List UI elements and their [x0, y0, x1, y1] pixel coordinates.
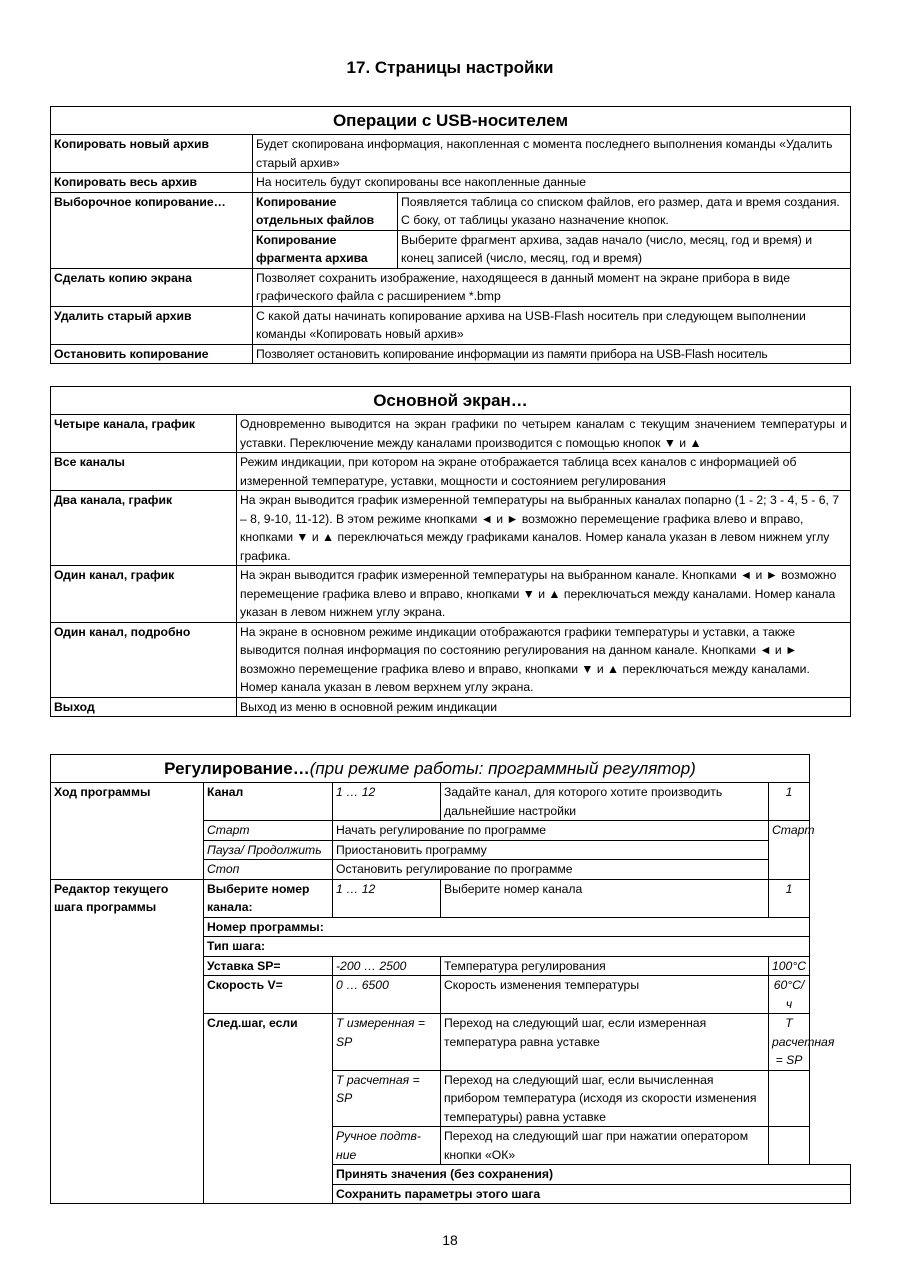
- page-title: 17. Страницы настройки: [346, 58, 554, 77]
- param-label: Тип шага:: [204, 937, 810, 957]
- row-desc: На экране в основном режиме индикации отображаются графики температуры и уставки, а также выводится полная информация по состоянию регулирования на данном канале. Кнопками ◄ и ► возможно перемещение графика влево и вправо, кнопками ▼ и ▲ переключаться между каналами. Номер канала указан в левом верхнем углу экрана.: [237, 622, 851, 697]
- param-range: Т расчетная = SP: [333, 1070, 441, 1127]
- usb-operations-table: [50, 106, 851, 364]
- row-desc: На носитель будут скопированы все накопленные данные: [253, 173, 851, 193]
- param-desc: Остановить регулирование по программе: [333, 860, 769, 880]
- param-default: 1: [769, 879, 810, 917]
- regulation-table: [50, 754, 851, 1204]
- row-desc: С какой даты начинать копирование архива на USB-Flash носитель при следующем выполнении команды «Копировать новый архив»: [253, 306, 851, 344]
- row-label: Удалить старый архив: [51, 306, 253, 344]
- param-label: Выберите номер канала:: [204, 879, 333, 917]
- param-label: Стоп: [204, 860, 333, 880]
- param-desc: Приостановить программу: [333, 840, 769, 860]
- row-label: Один канал, график: [51, 566, 237, 623]
- table-row: [51, 491, 851, 566]
- table-row: [51, 415, 851, 453]
- row-desc: На экран выводится график измеренной температуры на выбранном канале. Кнопками ◄ и ► возможно перемещение графика влево и вправо, кнопками ▼ и ▲ переключаться между каналами. Номер канала указан в левом нижнем углу экрана.: [237, 566, 851, 623]
- param-label: След.шаг, если: [204, 1014, 333, 1204]
- row-desc: Будет скопирована информация, накопленная с момента последнего выполнения команды «Удалить старый архив»: [253, 135, 851, 173]
- row-label: Выход: [51, 697, 237, 717]
- section-label: Ход программы: [51, 783, 204, 880]
- row-desc: Выберите фрагмент архива, задав начало (число, месяц, год и время) и конец записей (число, месяц, год и время): [398, 230, 851, 268]
- param-default: Старт: [769, 821, 810, 880]
- row-label: Копировать новый архив: [51, 135, 253, 173]
- row-desc: Позволяет сохранить изображение, находящееся в данный момент на экране прибора в виде графического файла с расширением *.bmp: [253, 268, 851, 306]
- row-label: Два канала, график: [51, 491, 237, 566]
- row-label: Один канал, подробно: [51, 622, 237, 697]
- regulation-title-main: Регулирование…: [164, 759, 310, 778]
- param-desc: Скорость изменения температуры: [441, 976, 769, 1014]
- row-desc: Выход из меню в основной режим индикации: [237, 697, 851, 717]
- regulation-title: [51, 755, 810, 783]
- param-label: Старт: [204, 821, 333, 841]
- param-range: Ручное подтв-ние: [333, 1127, 441, 1165]
- table-row: [51, 135, 851, 173]
- accept-values: Принять значения (без сохранения): [333, 1165, 851, 1185]
- table-row: [51, 879, 851, 917]
- page-number: 18: [442, 1232, 458, 1248]
- param-label: Номер программы:: [204, 917, 810, 937]
- param-range: 1 … 12: [333, 879, 441, 917]
- param-desc: Переход на следующий шаг, если вычисленная прибором температура (исходя из скорости изменения температуры) равна уставке: [441, 1070, 769, 1127]
- sub-label: Копирование фрагмента архива: [253, 230, 398, 268]
- param-default: 100°С: [769, 956, 810, 976]
- save-step-params: Сохранить параметры этого шага: [333, 1184, 851, 1204]
- sub-label: Копирование отдельных файлов: [253, 192, 398, 230]
- section-label: Редактор текущего шага программы: [51, 879, 204, 1204]
- table-row: [51, 192, 851, 230]
- param-desc: Переход на следующий шаг, если измеренная температура равна уставке: [441, 1014, 769, 1071]
- param-range: -200 … 2500: [333, 956, 441, 976]
- table-row: [51, 566, 851, 623]
- row-label: Копировать весь архив: [51, 173, 253, 193]
- param-default: Т расчетная = SP: [769, 1014, 810, 1071]
- row-label: Выборочное копирование…: [51, 192, 253, 268]
- param-label: Уставка SP=: [204, 956, 333, 976]
- row-desc: Режим индикации, при котором на экране отображается таблица всех каналов с информацией об измеренной температуре, уставки, мощности и состоянием регулирования: [237, 453, 851, 491]
- table-row: [51, 783, 851, 821]
- regulation-subtitle: (при режиме работы: программный регулятор): [309, 759, 696, 778]
- param-desc: Выберите номер канала: [441, 879, 769, 917]
- param-label: Канал: [204, 783, 333, 821]
- main-screen-table: [50, 386, 851, 717]
- param-default: 1: [769, 783, 810, 821]
- param-desc: Переход на следующий шаг при нажатии оператором кнопки «ОК»: [441, 1127, 769, 1165]
- row-desc: Позволяет остановить копирование информации из памяти прибора на USB-Flash носитель: [253, 344, 851, 364]
- param-default: 60°С/ч: [769, 976, 810, 1014]
- row-label: Четыре канала, график: [51, 415, 237, 453]
- param-desc: Задайте канал, для которого хотите производить дальнейшие настройки: [441, 783, 769, 821]
- param-default: [769, 1127, 810, 1165]
- table-row: [51, 453, 851, 491]
- table-row: [51, 268, 851, 306]
- param-range: Т измеренная = SP: [333, 1014, 441, 1071]
- usb-table-title: Операции с USB-носителем: [51, 107, 851, 135]
- param-desc: Температура регулирования: [441, 956, 769, 976]
- row-label: Сделать копию экрана: [51, 268, 253, 306]
- row-desc: Появляется таблица со списком файлов, его размер, дата и время создания. С боку, от таблицы указано назначение кнопок.: [398, 192, 851, 230]
- main-screen-title: Основной экран…: [51, 387, 851, 415]
- param-label: Пауза/ Продолжить: [204, 840, 333, 860]
- row-label: Все каналы: [51, 453, 237, 491]
- row-desc: Одновременно выводится на экран графики по четырем каналам с текущим значением температуры и уставки. Переключение между каналами производится с помощью кнопок ▼ и ▲: [237, 415, 851, 453]
- table-row: [51, 173, 851, 193]
- param-range: 1 … 12: [333, 783, 441, 821]
- param-default: [769, 1070, 810, 1127]
- table-row: [51, 697, 851, 717]
- table-row: [51, 344, 851, 364]
- param-range: 0 … 6500: [333, 976, 441, 1014]
- param-desc: Начать регулирование по программе: [333, 821, 769, 841]
- table-row: [51, 622, 851, 697]
- row-label: Остановить копирование: [51, 344, 253, 364]
- param-label: Скорость V=: [204, 976, 333, 1014]
- table-row: [51, 306, 851, 344]
- row-desc: На экран выводится график измеренной температуры на выбранных каналах попарно (1 - 2; 3 - 4, 5 - 6, 7 – 8, 9-10, 11-12). В этом режиме кнопками ◄ и ► возможно перемещение графика влево и вправо, кнопками ▼ и ▲ переключаться между графиками каналов. Номер канала указан в левом нижнем углу графика.: [237, 491, 851, 566]
